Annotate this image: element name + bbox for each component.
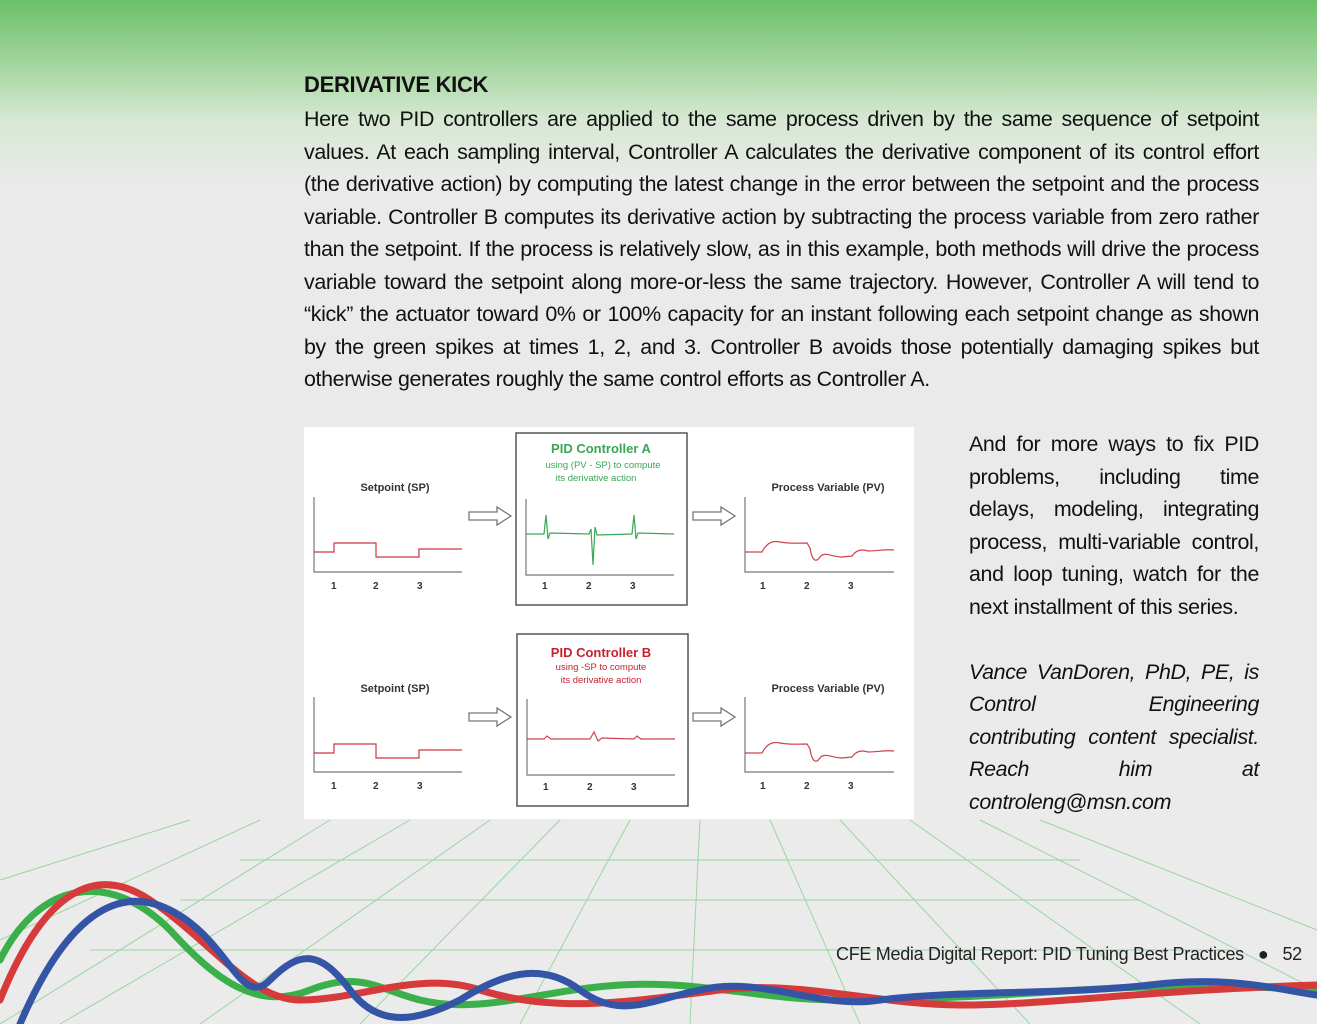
- page-number: 52: [1282, 944, 1302, 964]
- tick-ca1: 1: [542, 581, 548, 592]
- tick-ca3: 3: [630, 581, 636, 592]
- controller-b-sub1: using -SP to compute: [555, 662, 647, 673]
- tick-pa1: 1: [760, 581, 766, 592]
- controller-a-sub1: using (PV - SP) to compute: [545, 460, 661, 471]
- sp-label-a: Setpoint (SP): [360, 482, 430, 494]
- controller-a-title: PID Controller A: [551, 441, 651, 456]
- tick-pa2: 2: [804, 581, 810, 592]
- intro-paragraph: Here two PID controllers are applied to the same process driven by the same sequence of setpoint values. At each sampling interval, Controller A calculates the derivative component of its control effort (the derivative action) by computing the latest change in the error between the setpoint and the process variable. Controller B computes its derivative action by subtracting the process variable from zero rather than the setpoint. If the process is relatively slow, as in this example, both methods will drive the process variable toward the setpoint along more-or-less the same trajectory. However, Controller A will tend to “kick” the actuator toward 0% or 100% capacity for an instant following each setpoint change as shown by the green spikes at times 1, 2, and 3. Controller B avoids those potentially damaging spikes but otherwise generates roughly the same control efforts as Controller A.: [304, 107, 1259, 391]
- pv-plot-b: [745, 697, 894, 772]
- setpoint-plot-a: [314, 497, 462, 572]
- tick-b1: 1: [331, 781, 337, 792]
- tick-cb3: 3: [631, 782, 637, 793]
- sidebar-text: [969, 428, 1259, 818]
- tick-a3: 3: [417, 581, 423, 592]
- tick-pb3: 3: [848, 781, 854, 792]
- sp-label-b: Setpoint (SP): [360, 683, 430, 695]
- setpoint-plot-b: [314, 697, 462, 772]
- tick-a1: 1: [331, 581, 337, 592]
- controller-a-sub2: its derivative action: [555, 473, 637, 484]
- figure-diagram: [304, 427, 914, 819]
- controller-b-title: PID Controller B: [550, 645, 652, 660]
- tick-pb2: 2: [804, 781, 810, 792]
- section-heading: DERIVATIVE KICK: [304, 72, 489, 97]
- arrow-b1: [469, 708, 511, 726]
- bullet-icon: ●: [1257, 944, 1269, 964]
- controller-b-sub2: its derivative action: [560, 675, 642, 686]
- tick-pb1: 1: [760, 781, 766, 792]
- tick-pa3: 3: [848, 581, 854, 592]
- author-bio: Vance VanDoren, PhD, PE, is Control Engineering contributing content specialist. Reach him at controleng@msn.com: [969, 659, 1259, 814]
- arrow-b2: [693, 708, 735, 726]
- tick-cb1: 1: [543, 782, 549, 793]
- pv-label-a: Process Variable (PV): [771, 482, 885, 494]
- tick-ca2: 2: [586, 581, 592, 592]
- tick-a2: 2: [373, 581, 379, 592]
- page-footer: [836, 944, 1302, 965]
- tick-cb2: 2: [587, 782, 593, 793]
- pid-comparison-figure: [304, 427, 914, 819]
- pv-label-b: Process Variable (PV): [771, 683, 885, 695]
- controller-a-box: [516, 433, 687, 605]
- pv-plot-a: [745, 497, 894, 572]
- arrow-a1: [469, 507, 511, 525]
- sidebar-paragraph: And for more ways to fix PID problems, including time delays, modeling, integrating process, multi-variable control, and loop tuning, watch for the next installment of this series.: [969, 432, 1259, 619]
- footer-text: CFE Media Digital Report: PID Tuning Best Practices: [836, 944, 1244, 964]
- tick-b2: 2: [373, 781, 379, 792]
- tick-b3: 3: [417, 781, 423, 792]
- arrow-a2: [693, 507, 735, 525]
